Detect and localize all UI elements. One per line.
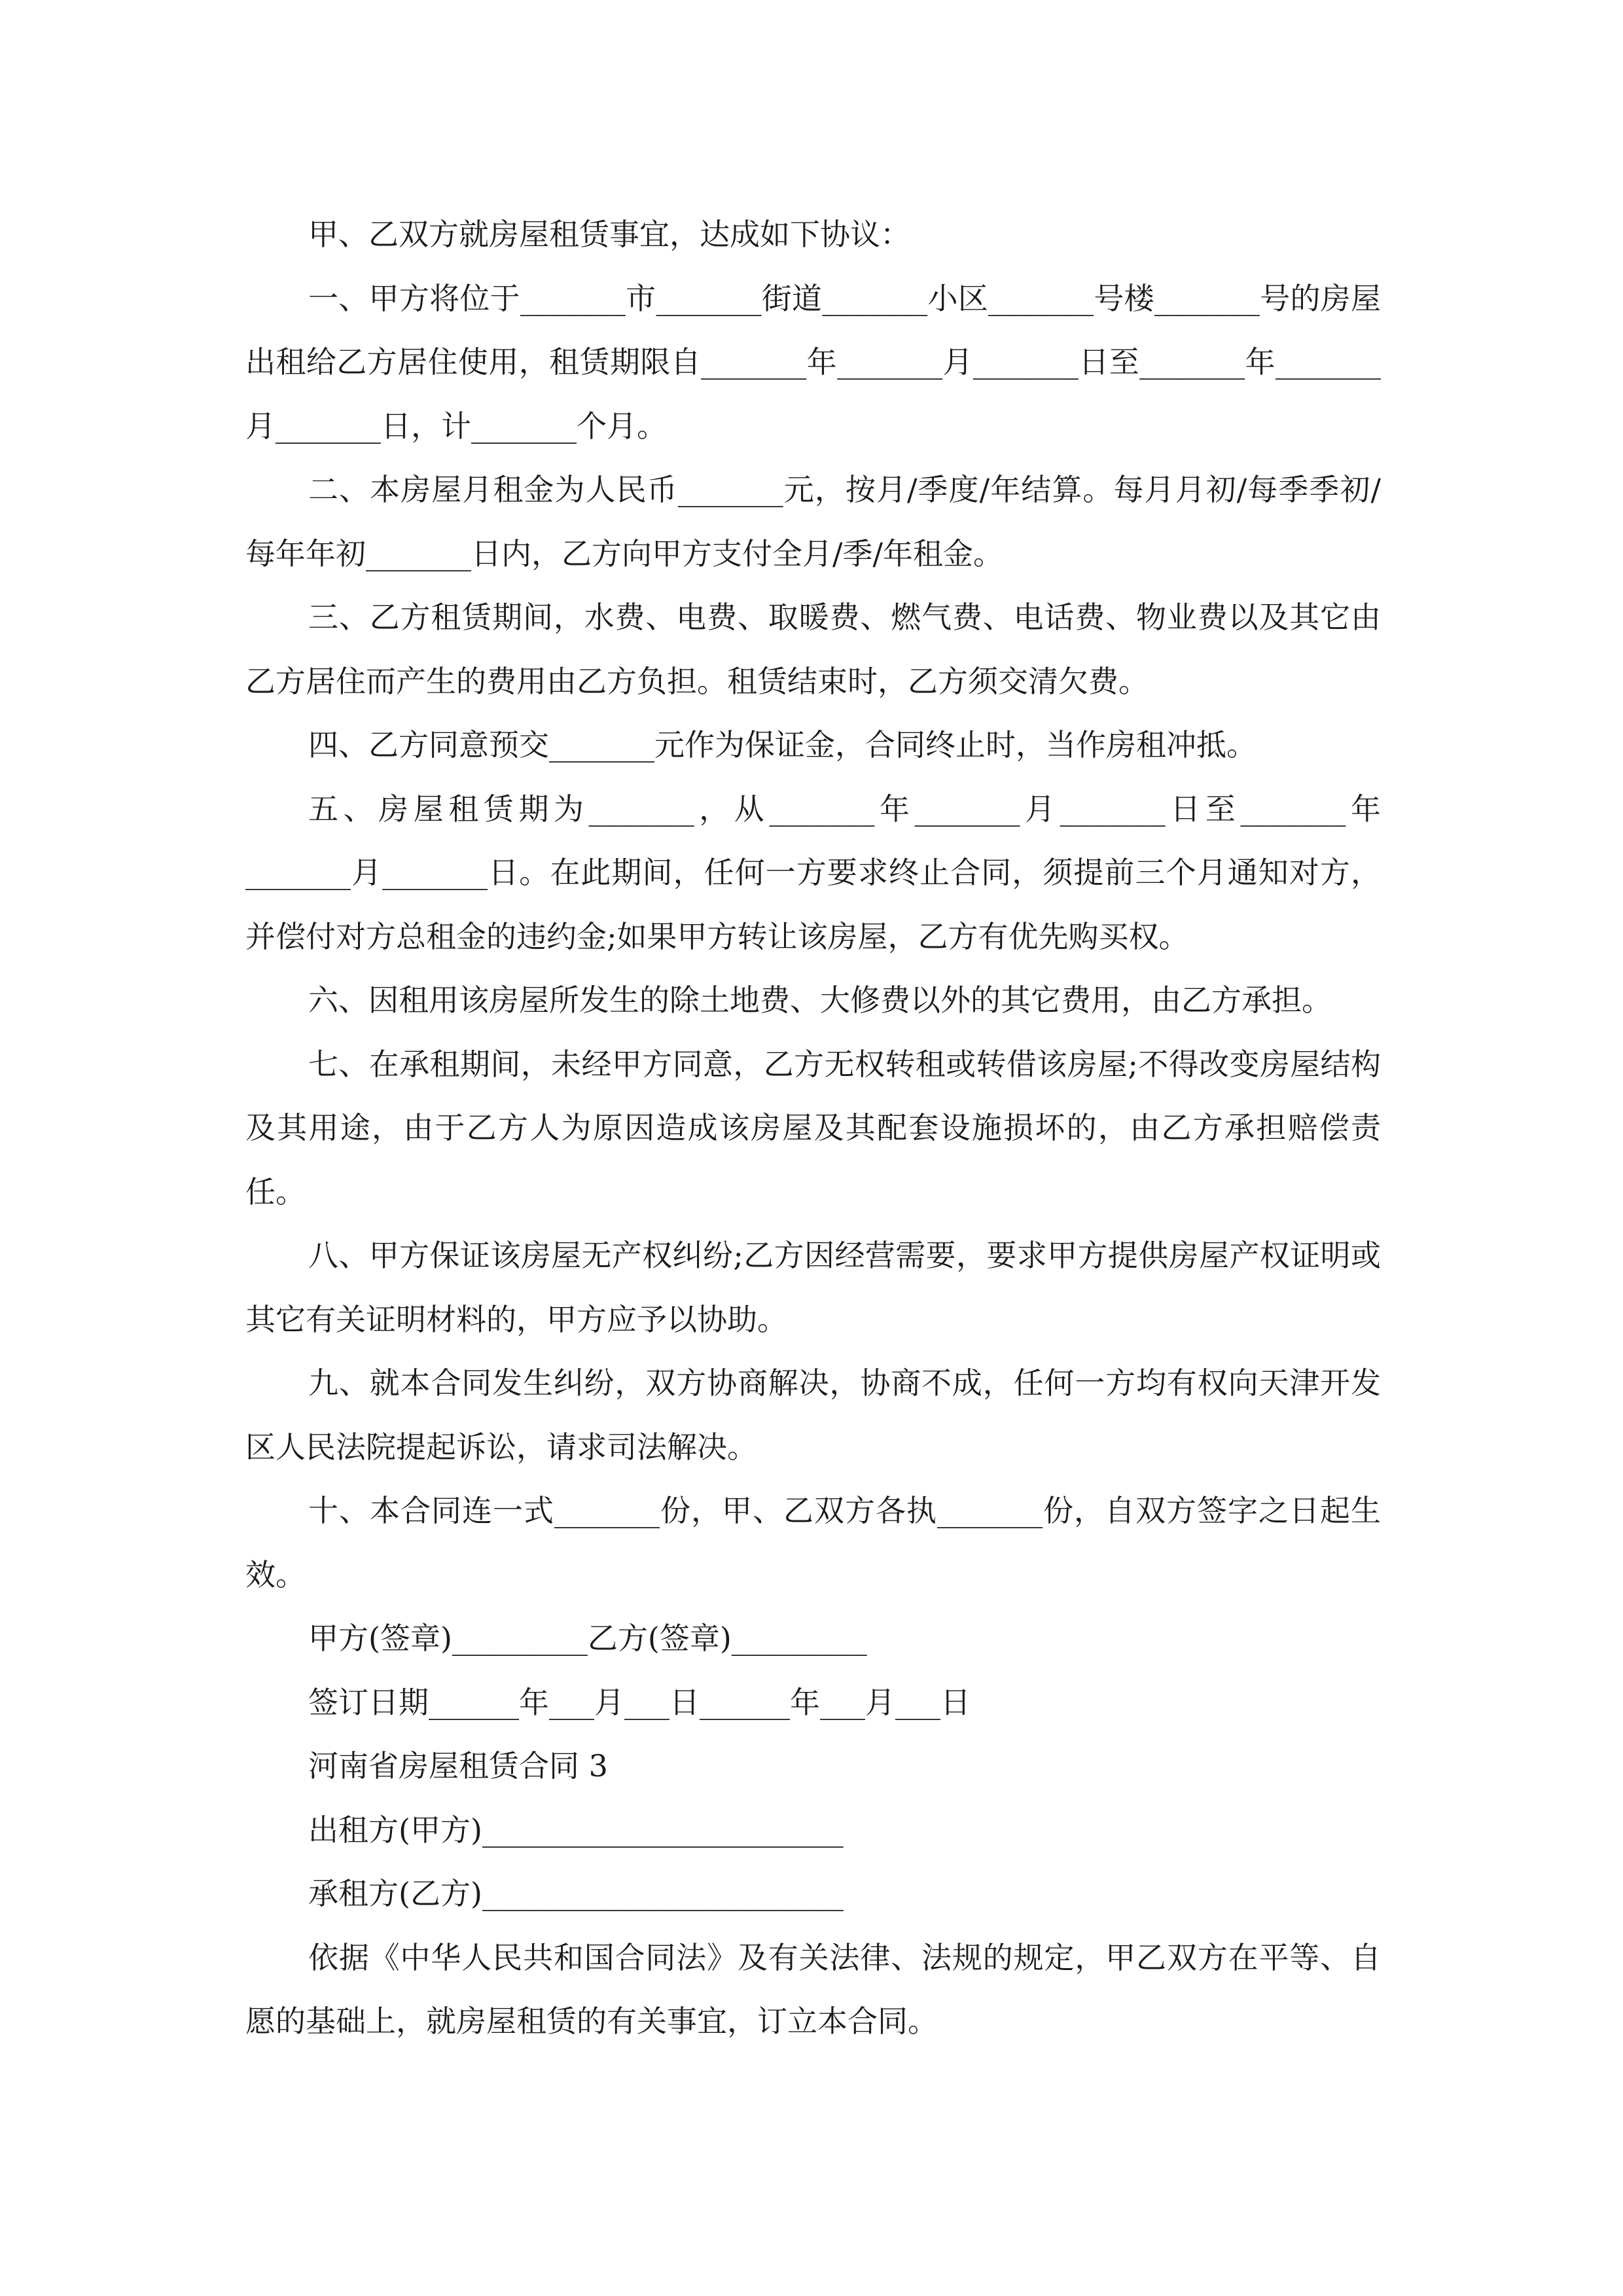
clause-2-rent: 二、本房屋月租金为人民币_______元，按月/季度/年结算。每月月初/每季季初/每年年初_______日内，乙方向甲方支付全月/季/年租金。 (245, 472, 1381, 571)
clause-3-utilities: 三、乙方租赁期间，水费、电费、取暖费、燃气费、电话费、物业费以及其它由乙方居住而产生的费用由乙方负担。租赁结束时，乙方须交清欠费。 (245, 600, 1381, 699)
next-contract-title: 河南省房屋租赁合同 3 (308, 1748, 608, 1784)
clause-8-ownership: 八、甲方保证该房屋无产权纠纷;乙方因经营需要，要求甲方提供房屋产权证明或其它有关证明材料的，甲方应予以协助。 (245, 1238, 1381, 1337)
clause-4-deposit: 四、乙方同意预交_______元作为保证金，合同终止时，当作房租冲抵。 (308, 727, 1257, 762)
clause-9-disputes: 九、就本合同发生纠纷，双方协商解决，协商不成，任何一方均有权向天津开发区人民法院提起诉讼，请求司法解决。 (245, 1365, 1381, 1465)
contract-page (245, 203, 1381, 2054)
lessor-line: 出租方(甲方)________________________ (308, 1812, 844, 1848)
agreement-preamble: 甲、乙双方就房屋租赁事宜，达成如下协议： (308, 217, 910, 252)
clause-1-property-and-term: 一、甲方将位于_______市_______街道_______小区_______号楼_______号的房屋出租给乙方居住使用，租赁期限自_______年_______月_______日至_______年_______月_______日，计_______个月。 (245, 280, 1381, 444)
signature-line: 甲方(签章)_________乙方(签章)_________ (308, 1621, 867, 1656)
clause-6-other-fees: 六、因租用该房屋所发生的除土地费、大修费以外的其它费用，由乙方承担。 (308, 982, 1332, 1018)
clause-5-lease-period: 五、房屋租赁期为_______，从_______年_______月_______日至_______年_______月_______日。在此期间，任何一方要求终止合同，须提前三个月通知对方，并偿付对方总租金的违约金;如果甲方转让该房屋，乙方有优先购买权。 (245, 791, 1381, 954)
clause-10-copies: 十、本合同连一式_______份，甲、乙双方各执_______份，自双方签字之日起生效。 (245, 1493, 1381, 1592)
signing-date-line: 签订日期______年___月___日______年___月___日 (308, 1684, 971, 1720)
intro-paragraph: 依据《中华人民共和国合同法》及有关法律、法规的规定，甲乙双方在平等、自愿的基础上，就房屋租赁的有关事宜，订立本合同。 (245, 1939, 1381, 2039)
clause-7-sublease: 七、在承租期间，未经甲方同意，乙方无权转租或转借该房屋;不得改变房屋结构及其用途，由于乙方人为原因造成该房屋及其配套设施损坏的，由乙方承担赔偿责任。 (245, 1046, 1381, 1210)
lessee-line: 承租方(乙方)________________________ (308, 1876, 844, 1911)
